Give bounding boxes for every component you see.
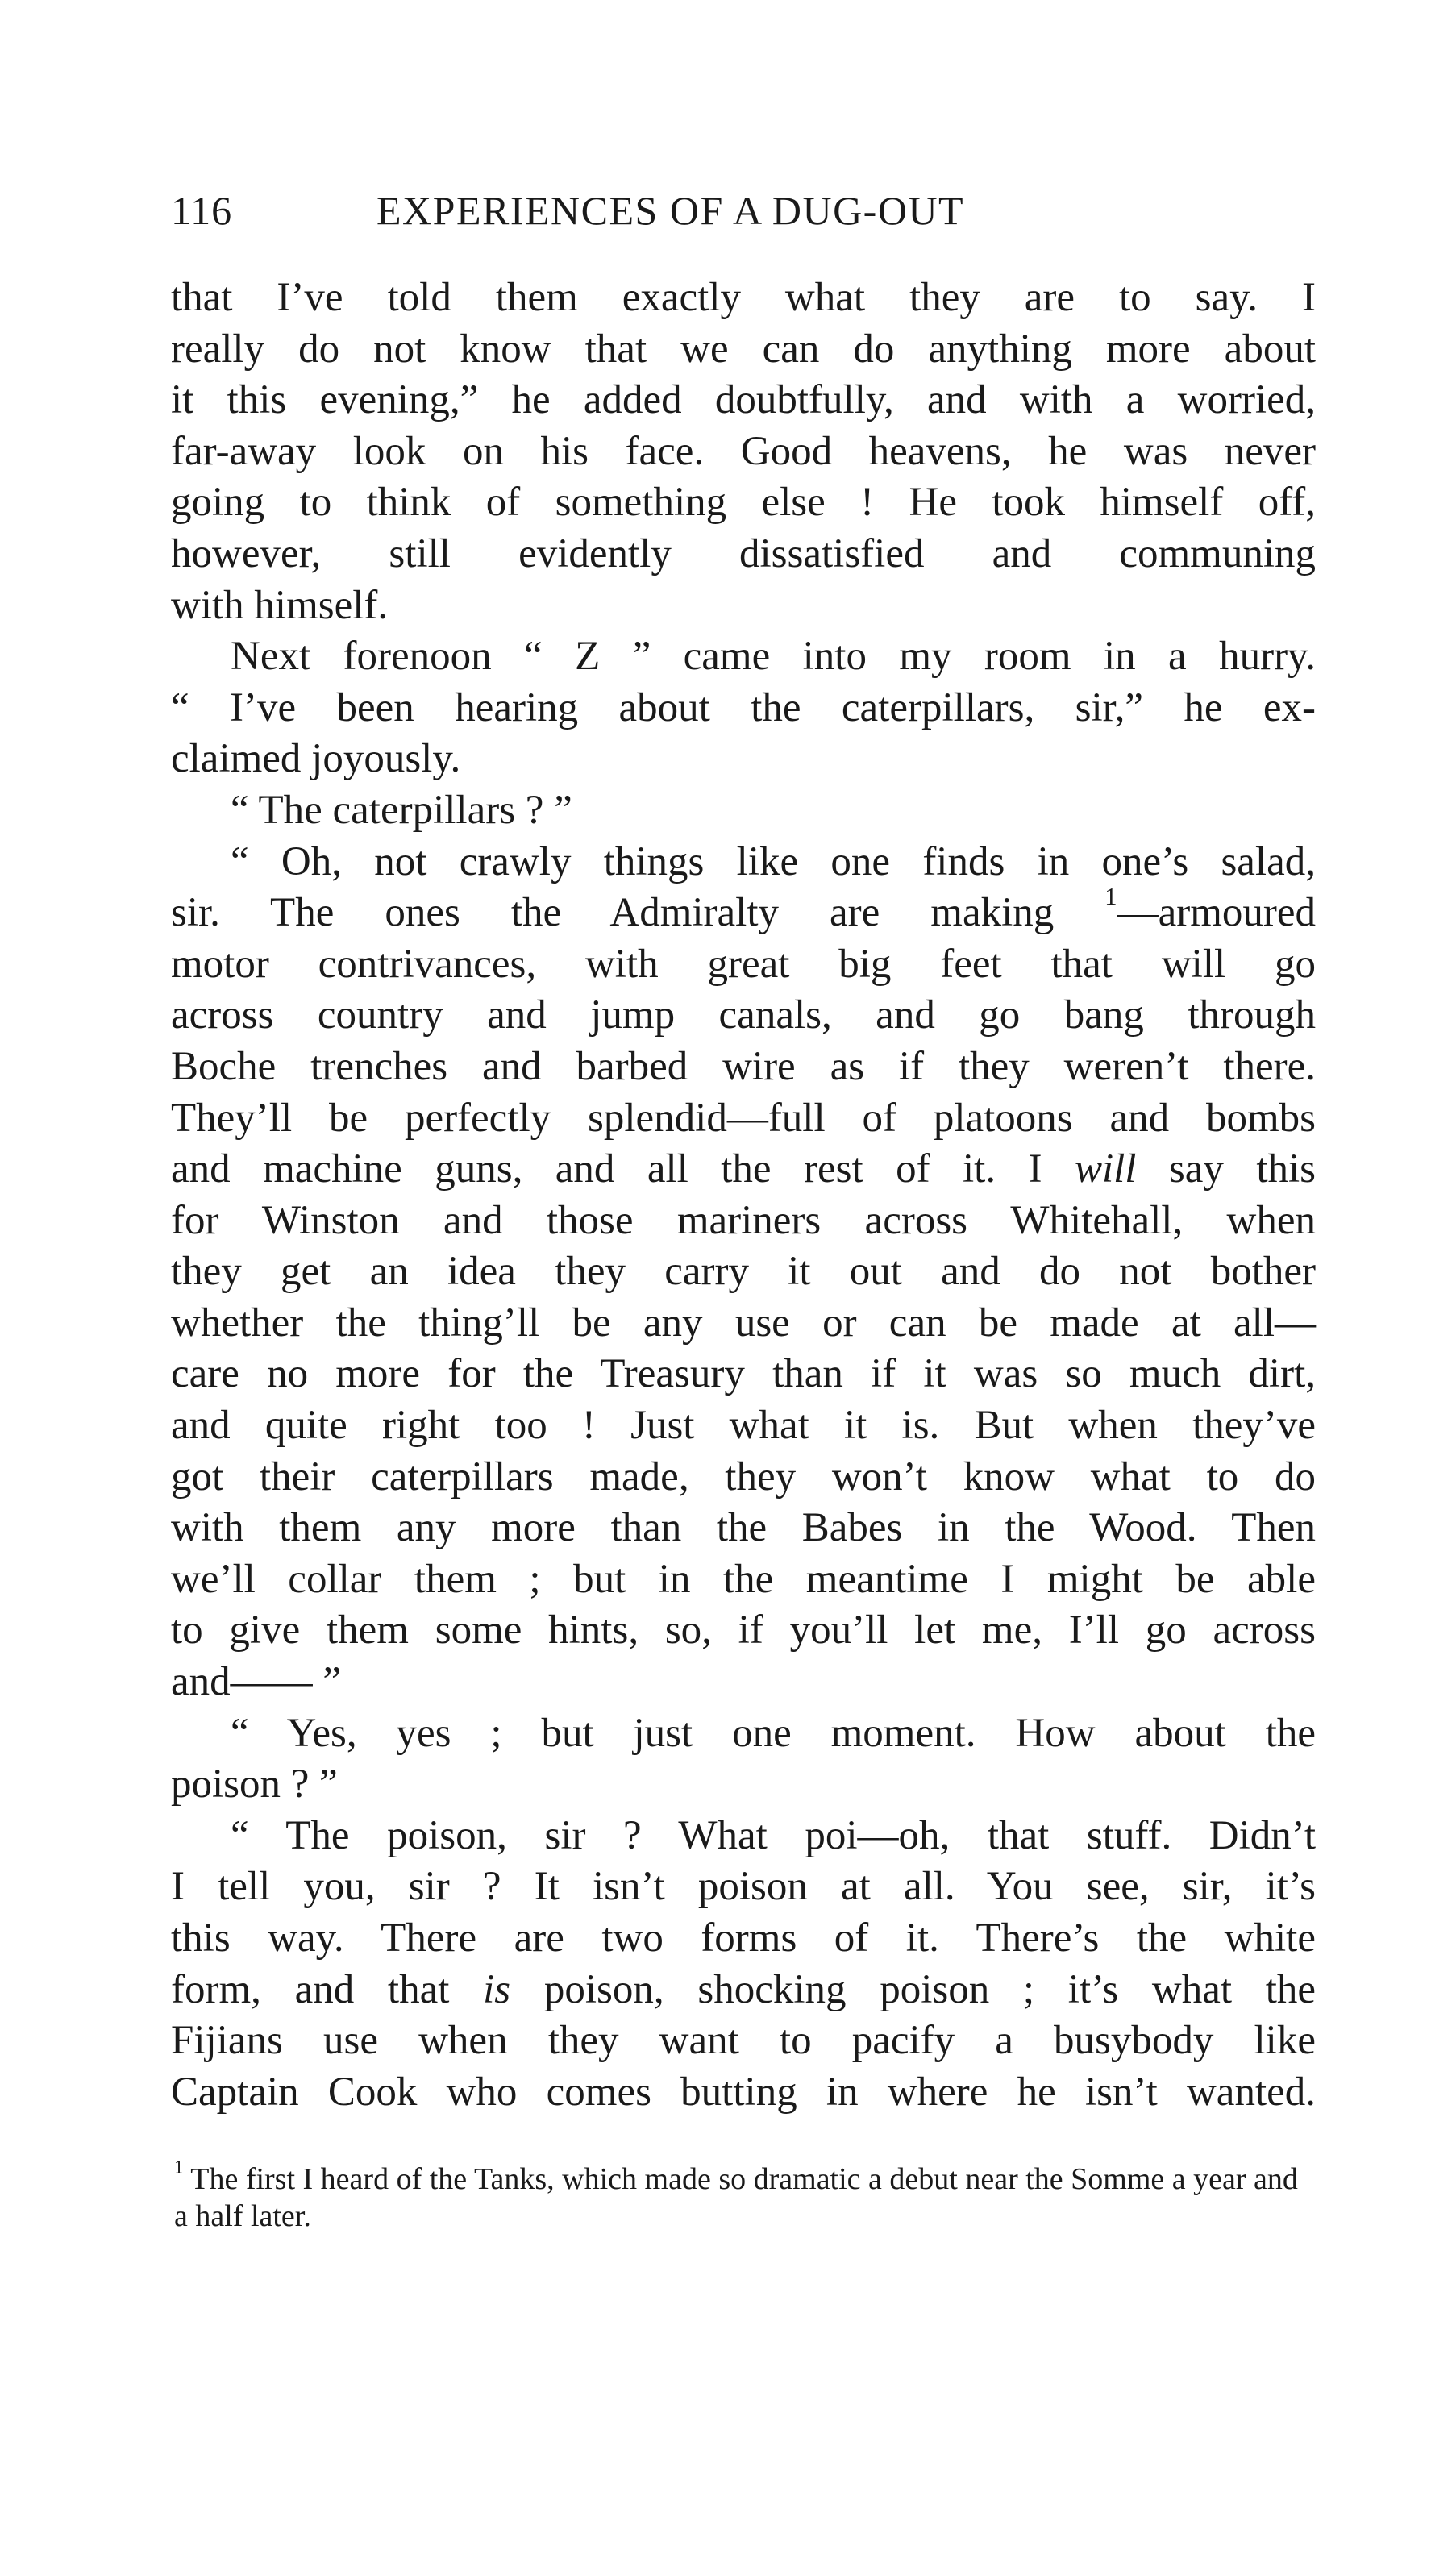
text-line: “ The poison, sir ? What poi—oh, that stuff. Didn’t [231, 1812, 1316, 1858]
text-line: for Winston and those mariners across Whitehall, when [171, 1197, 1316, 1243]
text-line: poison ? ” [171, 1762, 338, 1807]
text-line: that I’ve told them exactly what they are to say. I [171, 275, 1316, 320]
text-line: going to think of something else ! He took himself off, [171, 480, 1316, 526]
text-line: Captain Cook who comes butting in where he isn’t wanted. [171, 2069, 1316, 2115]
footnote-marker: 1 [174, 2157, 184, 2178]
text-segment: —armoured [1117, 890, 1317, 936]
text-line: however, still evidently dissatisfied and communing [171, 530, 1316, 576]
text-line: claimed joyously. [171, 736, 461, 782]
text-line: and quite right too ! Just what it is. But when they’ve [171, 1403, 1316, 1449]
text-segment: sir. The ones the Admiralty are making [171, 890, 1055, 936]
text-line: care no more for the Treasury than if it was so much dirt, [171, 1351, 1316, 1397]
text-segment: say this [1136, 1146, 1317, 1192]
emphasis-text: is [483, 1966, 511, 2012]
text-line: They’ll be perfectly splendid—full of platoons and bombs [171, 1095, 1316, 1141]
running-title: EXPERIENCES OF A DUG-OUT [376, 188, 965, 233]
text-line: “ The caterpillars ? ” [231, 787, 572, 833]
text-line: with them any more than the Babes in the Wood. Then [171, 1505, 1316, 1551]
text-line: and—— ” [171, 1659, 342, 1705]
text-line: Next forenoon “ Z ” came into my room in a hurry. [231, 634, 1316, 680]
text-line: “ Yes, yes ; but just one moment. How about the [231, 1710, 1316, 1756]
text-segment: poison, shocking poison ; it’s what the [510, 1966, 1317, 2012]
text-line: I tell you, sir ? It isn’t poison at all. You see, sir, it’s [171, 1864, 1316, 1910]
text-line: “ Oh, not crawly things like one finds in one’s salad, [231, 838, 1316, 884]
text-line [171, 1965, 1316, 2016]
body-text [171, 272, 1316, 2118]
text-line: motor contrivances, with great big feet that will go [171, 941, 1316, 987]
text-line: whether the thing’ll be any use or can be made at all— [171, 1300, 1316, 1346]
text-line: across country and jump canals, and go bang through [171, 992, 1316, 1038]
text-segment: form, and that [171, 1966, 450, 2012]
footnote-text: The first I heard of the Tanks, which made so dramatic a debut near the Somme a year and a half later. [174, 2162, 1298, 2233]
text-line: really do not know that we can do anything more about [171, 326, 1316, 372]
text-line: to give them some hints, so, if you’ll let me, I’ll go across [171, 1608, 1316, 1653]
text-line [171, 883, 1317, 939]
footnote-ref: 1 [1104, 883, 1117, 911]
page-number: 116 [171, 188, 233, 233]
text-line: it this evening,” he added doubtfully, and with a worried, [171, 377, 1316, 423]
text-line: Boche trenches and barbed wire as if they weren’t there. [171, 1043, 1316, 1089]
running-head [171, 187, 1316, 243]
text-line: “ I’ve been hearing about the caterpillars, sir,” he ex- [171, 684, 1316, 730]
footnote [174, 2157, 1316, 2235]
emphasis-text: will [1074, 1146, 1137, 1192]
text-line: got their caterpillars made, they won’t know what to do [171, 1454, 1316, 1500]
text-segment: and machine guns, and all the rest of it. I [171, 1146, 1042, 1192]
text-line: we’ll collar them ; but in the meantime I might be able [171, 1556, 1316, 1602]
text-line: they get an idea they carry it out and do not bother [171, 1249, 1316, 1295]
text-line [171, 1144, 1316, 1196]
text-line: this way. There are two forms of it. There’s the white [171, 1916, 1316, 1961]
text-line: Fijians use when they want to pacify a busybody like [171, 2018, 1316, 2064]
text-line: far-away look on his face. Good heavens, he was never [171, 428, 1316, 474]
text-line: with himself. [171, 582, 389, 628]
